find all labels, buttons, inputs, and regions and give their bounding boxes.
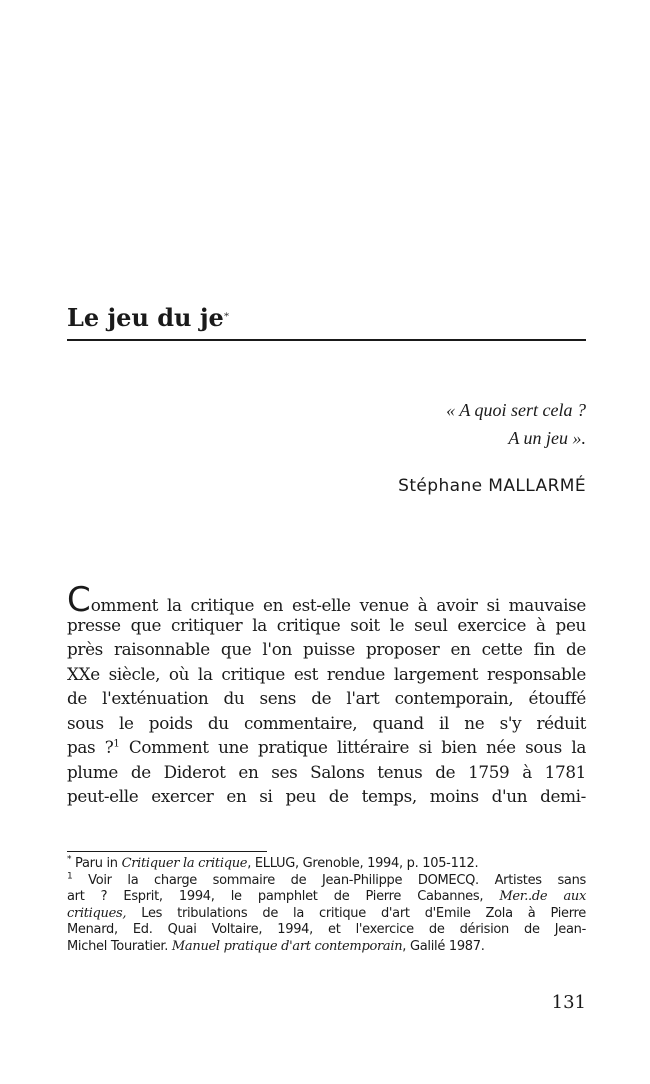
text-line: près raisonnable que l'on puisse proposer en cette fin de bbox=[67, 639, 586, 659]
text-line: pas ?$^1$ Comment une pratique littéraire si bien née sous la bbox=[67, 737, 586, 757]
footnote-line: critiques, Les tribulations de la critique d'art d'Emile Zola à Pierre bbox=[67, 905, 586, 921]
epigraph-author: Stéphane MALLARMÉ bbox=[398, 476, 586, 496]
footnote-line: Michel Touratier. Manuel pratique d'art contemporain, Galilé 1987. bbox=[67, 938, 485, 954]
footnote-mark: 1 bbox=[67, 871, 73, 882]
footnotes bbox=[67, 856, 586, 956]
chapter-heading bbox=[67, 298, 586, 341]
text-line: peut-elle exercer en si peu de temps, moins d'un demi- bbox=[67, 786, 586, 806]
footnote-mark: * bbox=[67, 854, 72, 865]
cited-title: Mer..de aux bbox=[499, 889, 587, 905]
footnote-one: $^1$ Voir la charge sommaire de Jean-Philippe DOMECQ. Artistes sans bbox=[67, 871, 586, 888]
text-line: presse que critiquer la critique soit le seul exercice à peu bbox=[67, 614, 586, 635]
text-line: plume de Diderot en ses Salons tenus de 1759 à 1781 bbox=[67, 761, 586, 782]
cited-title: Manuel pratique d'art contemporain bbox=[171, 938, 403, 954]
epigraph-line: A un jeu ». bbox=[508, 428, 586, 448]
page-number: 131 bbox=[551, 992, 586, 1013]
body-paragraph bbox=[67, 580, 586, 809]
cited-title: critiques, bbox=[67, 905, 127, 921]
epigraph bbox=[446, 396, 586, 452]
chapter-title: Le jeu du je bbox=[67, 303, 224, 332]
text-line: de l'exténuation du sens de l'art contemporain, étouffé bbox=[67, 688, 586, 708]
footnote-star: * Paru in Critiquer la critique, ELLUG, Grenoble, 1994, p. 105-112. bbox=[67, 854, 479, 871]
epigraph-line: « A quoi sert cela ? bbox=[446, 400, 586, 420]
text-line: Comment la critique en est-elle venue à avoir si mauvaise bbox=[67, 580, 586, 620]
drop-cap: C bbox=[67, 580, 91, 620]
footnote-line: art ? Esprit, 1994, le pamphlet de Pierre Cabannes, Mer..de aux bbox=[67, 889, 587, 905]
footnote-divider bbox=[67, 851, 267, 852]
cited-title: Critiquer la critique bbox=[121, 856, 248, 871]
text-line: XXe siècle, où la critique est rendue largement responsable bbox=[67, 663, 586, 684]
footnote-line: Menard, Ed. Quai Voltaire, 1994, et l'exercice de dérision de Jean- bbox=[67, 922, 586, 938]
chapter-title-note-mark: * bbox=[223, 310, 230, 323]
text-line: sous le poids du commentaire, quand il ne s'y réduit bbox=[67, 712, 586, 733]
footnote-ref: 1 bbox=[113, 738, 120, 750]
